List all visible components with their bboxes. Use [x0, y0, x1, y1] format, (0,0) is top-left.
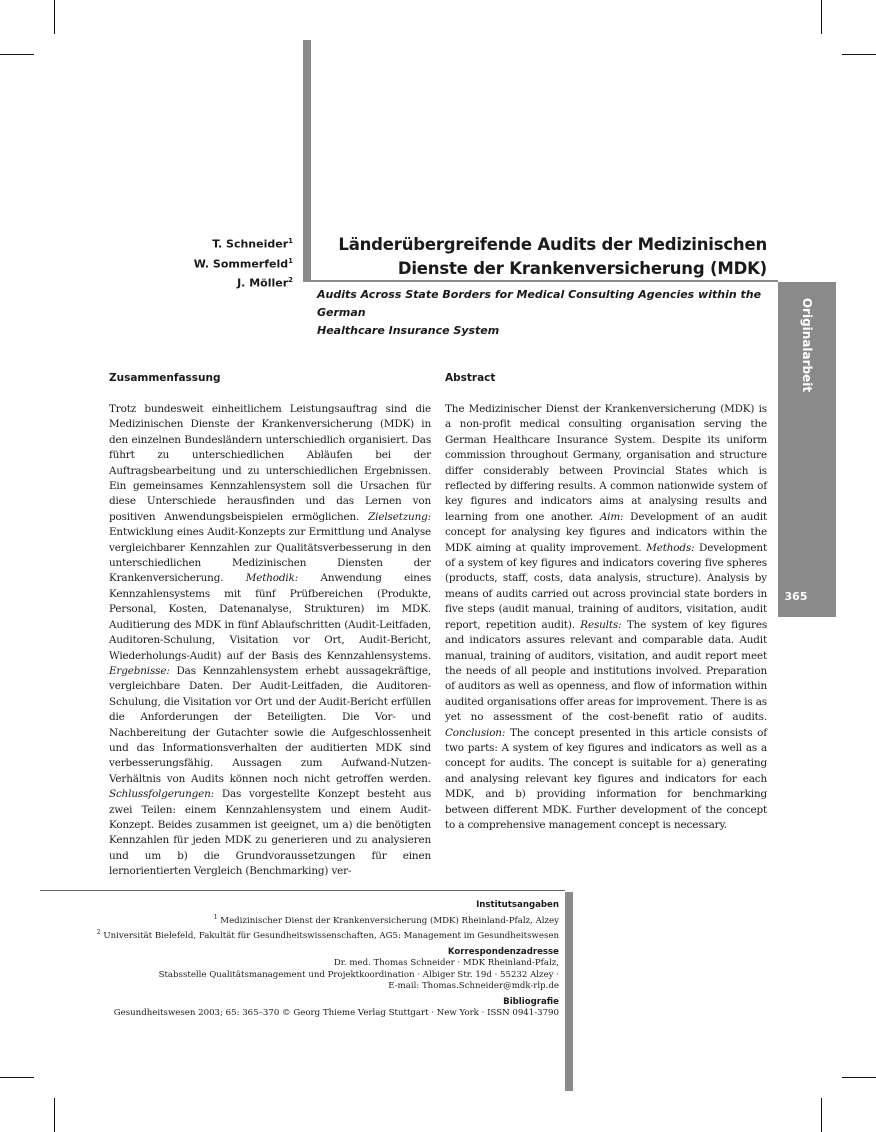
correspondence-line: Dr. med. Thomas Schneider · MDK Rheinland-Pfalz, — [333, 958, 559, 969]
page-number: 365 — [784, 590, 808, 603]
author: J. Möller$^2$ — [237, 276, 293, 290]
footer-rule — [40, 890, 565, 891]
crop-mark — [0, 1077, 34, 1078]
author: T. Schneider$^1$ — [212, 237, 293, 251]
article-title: Länderübergreifende Audits der Medizinischen Dienste der Krankenversicherung (MDK) — [338, 235, 767, 278]
crop-mark — [54, 1098, 55, 1132]
institution-heading: Institutsangaben — [476, 900, 559, 910]
institution: $^1$ Medizinischer Dienst der Krankenversicherung (MDK) Rheinland-Pfalz, Alzey — [213, 913, 559, 926]
header-vertical-bar — [303, 40, 311, 282]
crop-mark — [0, 54, 34, 55]
crop-mark — [842, 54, 876, 55]
english-title: Audits Across State Borders for Medical Consulting Agencies within the German Healthcare Insurance System — [317, 288, 762, 337]
author-list — [170, 233, 293, 292]
zusammenfassung-text: Trotz bundesweit einheitlichem Leistungsauftrag sind die Medizinischen Dienste der Krankenversicherung (MDK) in den einzelnen Bundesländern unterschiedlich organisiert. Das führt zu unterschiedlichen Abläufen bei der Auftragsbearbeitung und zu unterschiedlichen Ergebnissen. Ein gemeinsames Kennzahlensystem soll die Ursachen für diese Unterschiede herausfinden und das Lernen von positiven Anwendungsbeispielen ermöglichen. Zielsetzung: Entwicklung eines Audit-Konzepts zur Ermittlung und Analyse vergleichbarer Kennzahlen zur Qualitätsverbesserung in den unterschiedlichen Medizinischen Diensten der Krankenversicherung. Methodik: Anwendung eines Kennzahlensystems mit fünf Prüfbereichen (Produkte, Personal, Kosten, Datenanalyse, Strukturen) im MDK. Auditierung des MDK in fünf Ablaufschritten (Audit-Leitfaden, Auditoren-Schulung, Visitation vor Ort, Audit-Bericht, Wiederholungs-Audit) auf der Basis des Kennzahlensystems. Ergebnisse: Das Kennzahlensystem erhebt aussagekräftige, vergleichbare Daten. Der Audit-Leitfaden, die Auditoren-Schulung, die Visitation vor Ort und der Audit-Bericht erfüllen die Anforderungen der Beteiligten. Die Vor- und Nachbereitung der Gutachter sowie die Aufgeschlossenheit und das Informationsverhalten der auditierten MDK sind verbesserungsfähig. Aussagen zum Aufwand-Nutzen-Verhältnis von Audits können noch nicht getroffen werden. Schlussfolgerungen: Das vorgestellte Konzept besteht aus zwei Teilen: einem Kennzahlensystem und einem Audit-Konzept. Beides zusammen ist geeignet, um a) die benötigten Kennzahlen für jeden MDK zu generieren und zu analysieren und um b) die Grundvoraussetzungen für einen lernorientierten Vergleich (Benchmarking) ver- — [109, 403, 431, 878]
author: W. Sommerfeld$^1$ — [193, 256, 293, 271]
correspondence-heading: Korrespondenzadresse — [447, 946, 559, 957]
footer-vertical-bar — [565, 892, 573, 1091]
bibliography: Gesundheitswesen 2003; 65: 365–370 © Georg Thieme Verlag Stuttgart · New York · ISSN 0941-3790 — [113, 1008, 559, 1019]
crop-mark — [842, 1077, 876, 1078]
crop-mark — [821, 0, 822, 34]
crop-mark — [54, 0, 55, 34]
institution: $^2$ Universität Bielefeld, Fakultät für Gesundheitswissenschaften, AG5: Management im Gesundheitswesen — [96, 929, 559, 941]
abstract-heading: Abstract — [445, 372, 496, 384]
correspondence-email: E-mail: Thomas.Schneider@mdk-rlp.de — [388, 981, 559, 992]
correspondence-line: Stabsstelle Qualitätsmanagement und Projektkoordination · Albiger Str. 19d · 55232 Alzey · — [158, 969, 559, 980]
bibliography-heading: Bibliografie — [503, 996, 559, 1007]
abstract-text: The Medizinischer Dienst der Krankenversicherung (MDK) is a non-profit medical consulting organisation serving the German Healthcare Insurance System. Despite its uniform commission throughout Germany, organisation and structure differ considerably between Provincial States which is reflected by differing results. A common nationwide system of key figures and indicators aims at analysing results and learning from one another. Aim: Development of an audit concept for analysing key figures and indicators within the MDK aiming at quality improvement. Methods: Development of a system of key figures and indicators covering five spheres (products, staff, costs, data analysis, structure). Analysis by means of audits carried out across provincial state borders in five steps (audit manual, training of auditors, visitation, audit report, repetition audit). Results: The system of key figures and indicators assures relevant and comparable data. Audit manual, training of auditors, visitation, and audit report meet the needs of all people and institutions involved. Preparation of auditors as well as openness, and flow of information within audited organisations offer areas for improvement. There is as yet no assessment of the cost-benefit ratio of audits. Conclusion: The concept presented in this article consists of two parts: A system of key figures and indicators as well as a concept for audits. The concept is suitable for a) generating and analysing relevant key figures and indicators for each MDK, and b) providing information for benchmarking between different MDK. Further development of the concept to a comprehensive management concept is necessary. — [445, 403, 768, 831]
crop-mark — [821, 1098, 822, 1132]
section-label: Originalarbeit — [800, 297, 814, 393]
article-info — [90, 900, 559, 1020]
zusammenfassung-heading: Zusammenfassung — [109, 372, 221, 384]
